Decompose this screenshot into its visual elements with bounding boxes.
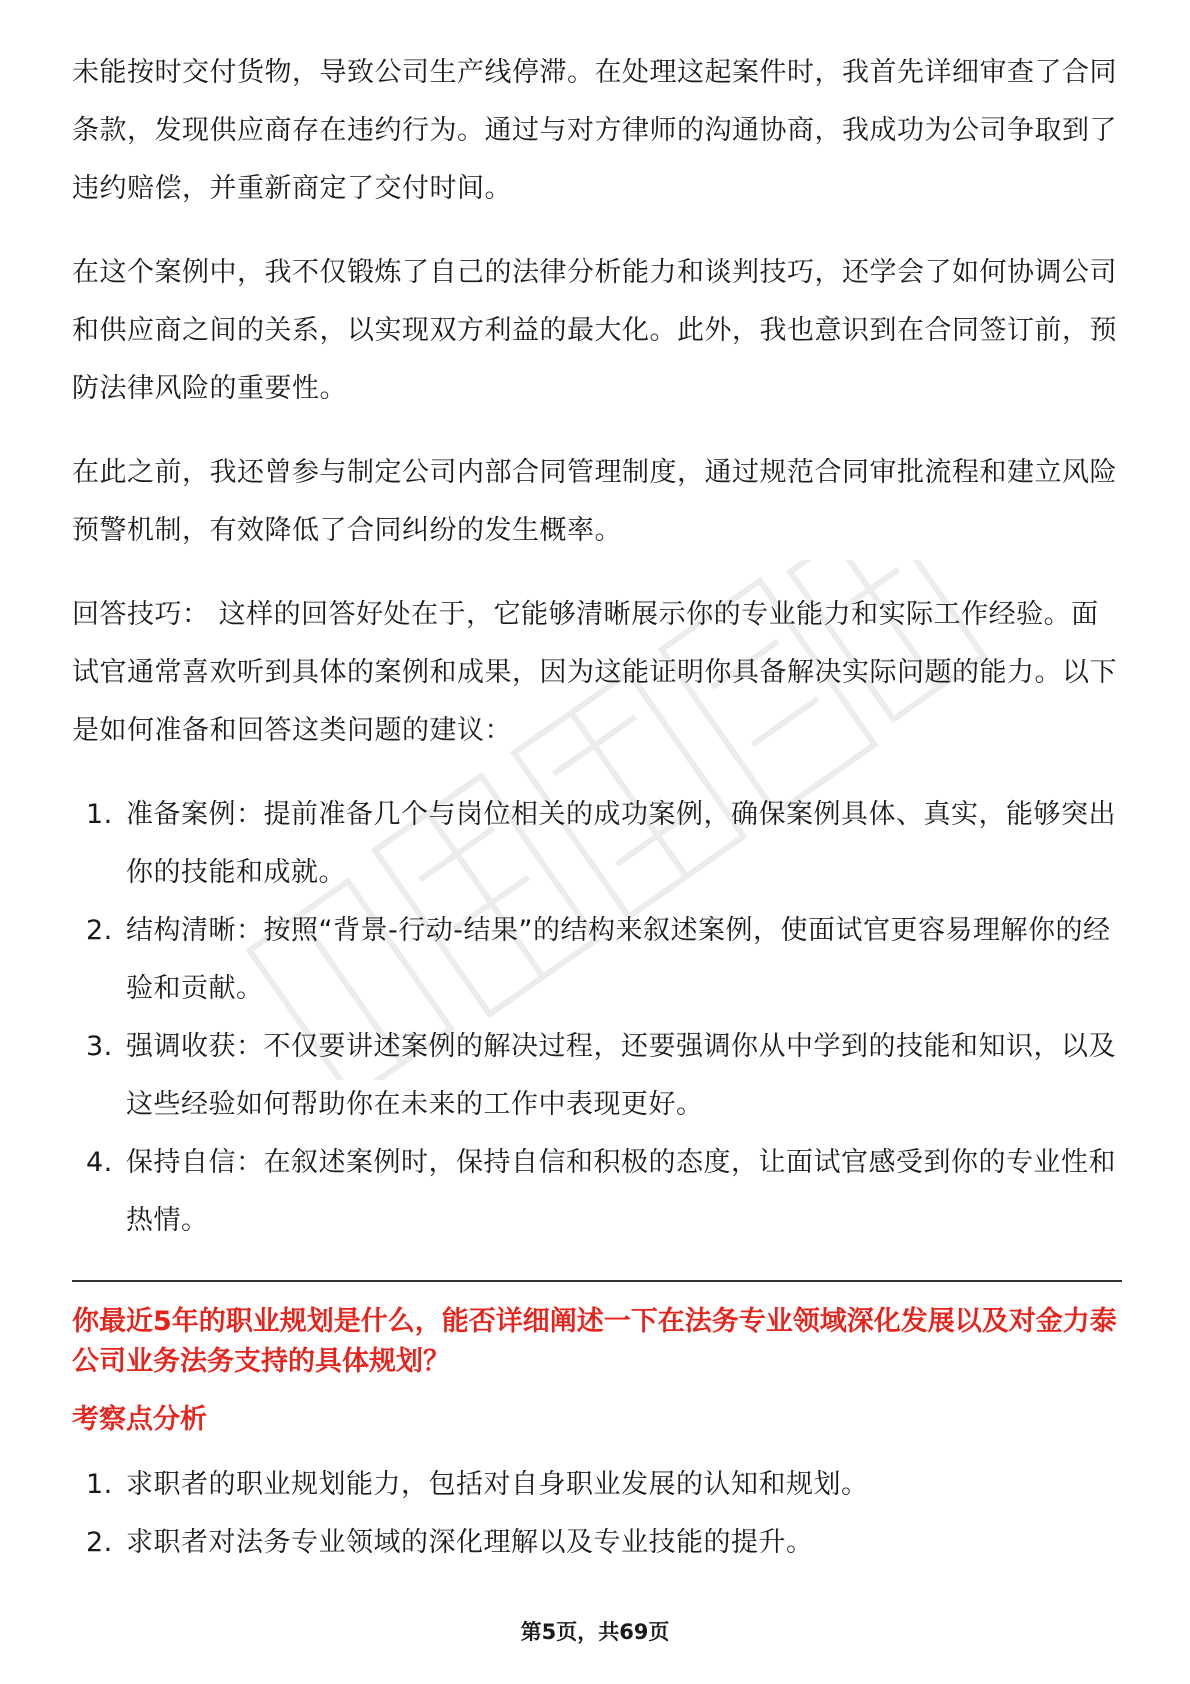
- page-footer: 第5页，共69页: [520, 1620, 670, 1644]
- list-item: 3. 强调收获：不仅要讲述案例的解决过程，还要强调你从中学到的技能和知识，以及这些经验如何帮助你在未来的工作中表现更好。: [86, 1031, 1116, 1120]
- paragraph-case-reflection: 在这个案例中，我不仅锻炼了自己的法律分析能力和谈判技巧，还学会了如何协调公司和供应商之间的关系，以实现双方利益的最大化。此外，我也意识到在合同签订前，预防法律风险的重要性。: [72, 257, 1117, 404]
- analysis-list: [72, 1456, 1122, 1572]
- list-item: 2. 求职者对法务专业领域的深化理解以及专业技能的提升。: [86, 1527, 814, 1558]
- list-item: 1. 求职者的职业规划能力，包括对自身职业发展的认知和规划。: [86, 1469, 869, 1500]
- analysis-heading: 考察点分析: [72, 1404, 207, 1435]
- list-item: 2. 结构清晰：按照“背景-行动-结果”的结构来叙述案例，使面试官更容易理解你的经验和贡献。: [86, 915, 1111, 1004]
- list-item: 1. 准备案例：提前准备几个与岗位相关的成功案例，确保案例具体、真实，能够突出你的技能和成就。: [86, 799, 1116, 888]
- section-divider: [72, 1280, 1122, 1282]
- paragraph-prior-experience: 在此之前，我还曾参与制定公司内部合同管理制度，通过规范合同审批流程和建立风险预警机制，有效降低了合同纠纷的发生概率。: [72, 457, 1117, 546]
- paragraph-case-detail: 未能按时交付货物，导致公司生产线停滞。在处理这起案件时，我首先详细审查了合同条款，发现供应商存在违约行为。通过与对方律师的沟通协商，我成功为公司争取到了违约赔偿，并重新商定了交付时间。: [72, 57, 1117, 204]
- interview-question: 你最近5年的职业规划是什么，能否详细阐述一下在法务专业领域深化发展以及对金力泰公司业务法务支持的具体规划？: [72, 1306, 1117, 1377]
- list-item: 4. 保持自信：在叙述案例时，保持自信和积极的态度，让面试官感受到你的专业性和热情。: [86, 1147, 1116, 1236]
- tips-list: [72, 786, 1122, 1250]
- document-page: [72, 44, 1122, 1602]
- paragraph-answer-tips: 回答技巧： 这样的回答好处在于，它能够清晰展示你的专业能力和实际工作经验。面试官通常喜欢听到具体的案例和成果，因为这能证明你具备解决实际问题的能力。以下是如何准备和回答这类问题的建议：: [72, 599, 1117, 746]
